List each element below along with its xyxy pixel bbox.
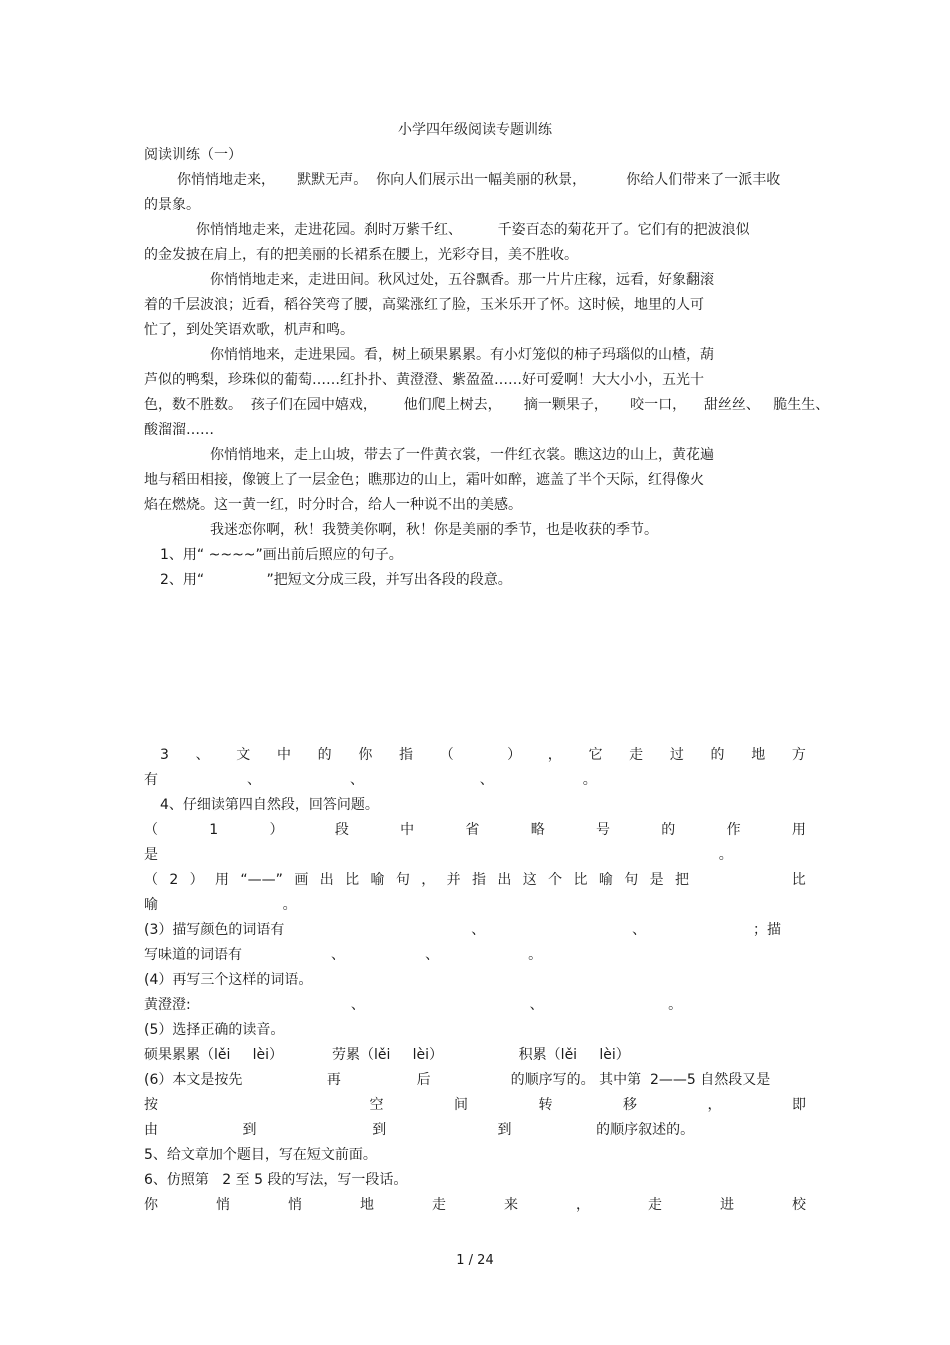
question-4-2-line-2: 喻 。: [144, 897, 297, 913]
question-4-2-line-1: （ 2 ） 用 “——” 画 出 比 喻 句 ， 并 指 出 这 个 比 喻 句 是 把 比: [144, 872, 806, 888]
question-4: 4、仔细读第四自然段，回答问题。: [160, 797, 379, 813]
passage-line: 焰在燃烧。这一黄一红，时分时合，给人一种说不出的美感。: [144, 497, 522, 513]
question-4-4: (4）再写三个这样的词语。: [144, 972, 313, 988]
passage-line: 你悄悄地走来，走进花园。刹时万紫千红、 千姿百态的菊花开了。它们有的把波浪似: [196, 222, 750, 238]
passage-line: 忙了，到处笑语欢歌，机声和鸣。: [144, 322, 354, 338]
question-4-6-line-2: 按 空 间 转 移 ， 即: [144, 1097, 806, 1113]
section-heading: 阅读训练（一）: [144, 147, 242, 163]
question-3-line-2: 有 、 、 、 。: [144, 772, 597, 788]
passage-line: 你悄悄地来，走进果园。看，树上硕果累累。有小灯笼似的柿子玛瑙似的山楂，葫: [210, 347, 714, 363]
question-1: 1、用“ ~~~~”画出前后照应的句子。: [160, 547, 403, 563]
passage-line: 地与稻田相接，像镀上了一层金色；瞧那边的山上，霜叶如醉，遮盖了半个天际，红得像火: [144, 472, 704, 488]
question-6: 6、仿照第 2 至 5 段的写法，写一段话。: [144, 1172, 408, 1188]
passage-line: 我迷恋你啊，秋！我赞美你啊，秋！你是美丽的季节，也是收获的季节。: [210, 522, 658, 538]
question-3-line-1: 3 、 文 中 的 你 指 （ ） ， 它 走 过 的 地 方: [160, 747, 806, 763]
question-5: 5、给文章加个题目，写在短文前面。: [144, 1147, 377, 1163]
question-4-1-line-2: 是 。: [144, 847, 733, 863]
question-4-6-line-1: (6）本文是按先 再 后 的顺序写的。 其中第 2——5 自然段又是: [144, 1072, 771, 1088]
question-2: 2、用“ ”把短文分成三段，并写出各段的段意。: [160, 572, 512, 588]
document-title: 小学四年级阅读专题训练: [398, 122, 552, 138]
passage-line: 芦似的鸭梨，珍珠似的葡萄……红扑扑、黄澄澄、紫盈盈……好可爱啊！大大小小，五光十: [144, 372, 704, 388]
question-4-5-line-2: 硕果累累（lěi lèi） 劳累（lěi lèi） 积累（lěi lèi）: [144, 1047, 630, 1063]
passage-line: 的金发披在肩上，有的把美丽的长裙系在腰上，光彩夺目，美不胜收。: [144, 247, 578, 263]
question-4-1-line-1: （ 1 ） 段 中 省 略 号 的 作 用: [144, 822, 806, 838]
question-4-4-line-2: 黄澄澄: 、 、 。: [144, 997, 683, 1013]
question-4-5: (5）选择正确的读音。: [144, 1022, 285, 1038]
page-number: 1 / 24: [456, 1253, 494, 1268]
passage-line: 酸溜溜……: [144, 422, 214, 438]
passage-line: 色，数不胜数。 孩子们在园中嬉戏， 他们爬上树去， 摘一颗果子， 咬一口， 甜丝丝、 脆生生、: [144, 397, 830, 413]
passage-line: 你悄悄地来，走上山坡，带去了一件黄衣裳，一件红衣裳。瞧这边的山上，黄花遍: [210, 447, 714, 463]
passage-line: 着的千层波浪；近看，稻谷笑弯了腰，高粱涨红了脸，玉米乐开了怀。这时候，地里的人可: [144, 297, 704, 313]
passage-line: 你悄悄地走来，走进田间。秋风过处，五谷飘香。那一片片庄稼，远看，好象翻滚: [210, 272, 714, 288]
question-6-line-2: 你 悄 悄 地 走 来 ， 走 进 校: [144, 1197, 806, 1213]
passage-line: 的景象。: [144, 197, 200, 213]
passage-line: 你悄悄地走来， 默默无声。 你向人们展示出一幅美丽的秋景， 你给人们带来了一派丰收: [177, 172, 781, 188]
question-4-6-line-3: 由 到 到 到 的顺序叙述的。: [144, 1122, 695, 1138]
question-4-3-line-1: (3）描写颜色的词语有 、 、 ；描: [144, 922, 781, 938]
question-4-3-line-2: 写味道的词语有 、 、 。: [144, 947, 543, 963]
